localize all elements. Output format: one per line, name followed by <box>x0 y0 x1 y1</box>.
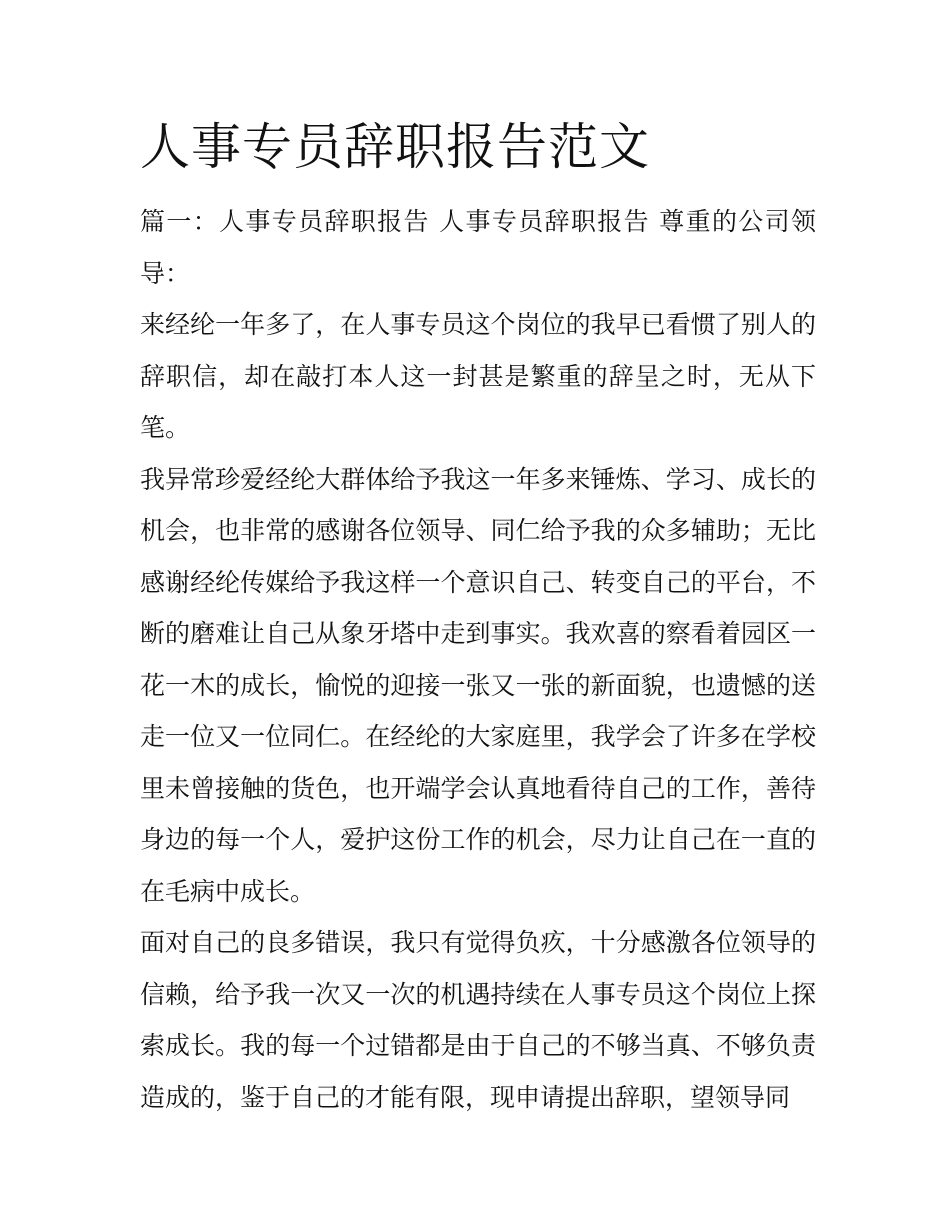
paragraph-resignation: 面对自己的良多错误，我只有觉得负疚，十分感激各位领导的信赖，给予我一次又一次的机遇持续在人事专员这个岗位上探索成长。我的每一个过错都是由于自己的不够当真、不够负责造成的，鉴于自己的才能有限，现申请提出辞职，望领导同 <box>140 928 816 1112</box>
document-body <box>140 196 816 1123</box>
document-title: 人事专员辞职报告范文 <box>140 118 650 176</box>
paragraph-opening: 来经纶一年多了，在人事专员这个岗位的我早已看惯了别人的辞职信，却在敲打本人这一封甚是繁重的辞呈之时，无从下笔。 <box>140 310 816 442</box>
paragraph-gratitude: 我异常珍爱经纶大群体给予我这一年多来锤炼、学习、成长的机会，也非常的感谢各位领导、同仁给予我的众多辅助；无比感谢经纶传媒给予我这样一个意识自己、转变自己的平台，不断的磨难让自己从象牙塔中走到事实。我欢喜的察看着园区一花一木的成长，愉悦的迎接一张又一张的新面貌，也遗憾的送走一位又一位同仁。在经纶的大家庭里，我学会了许多在学校里未曾接触的货色，也开端学会认真地看待自己的工作，善待身边的每一个人，爱护这份工作的机会，尽力让自己在一直的在毛病中成长。 <box>140 464 816 906</box>
paragraph-intro: 篇一：人事专员辞职报告 人事专员辞职报告 尊重的公司领导： <box>140 207 816 288</box>
